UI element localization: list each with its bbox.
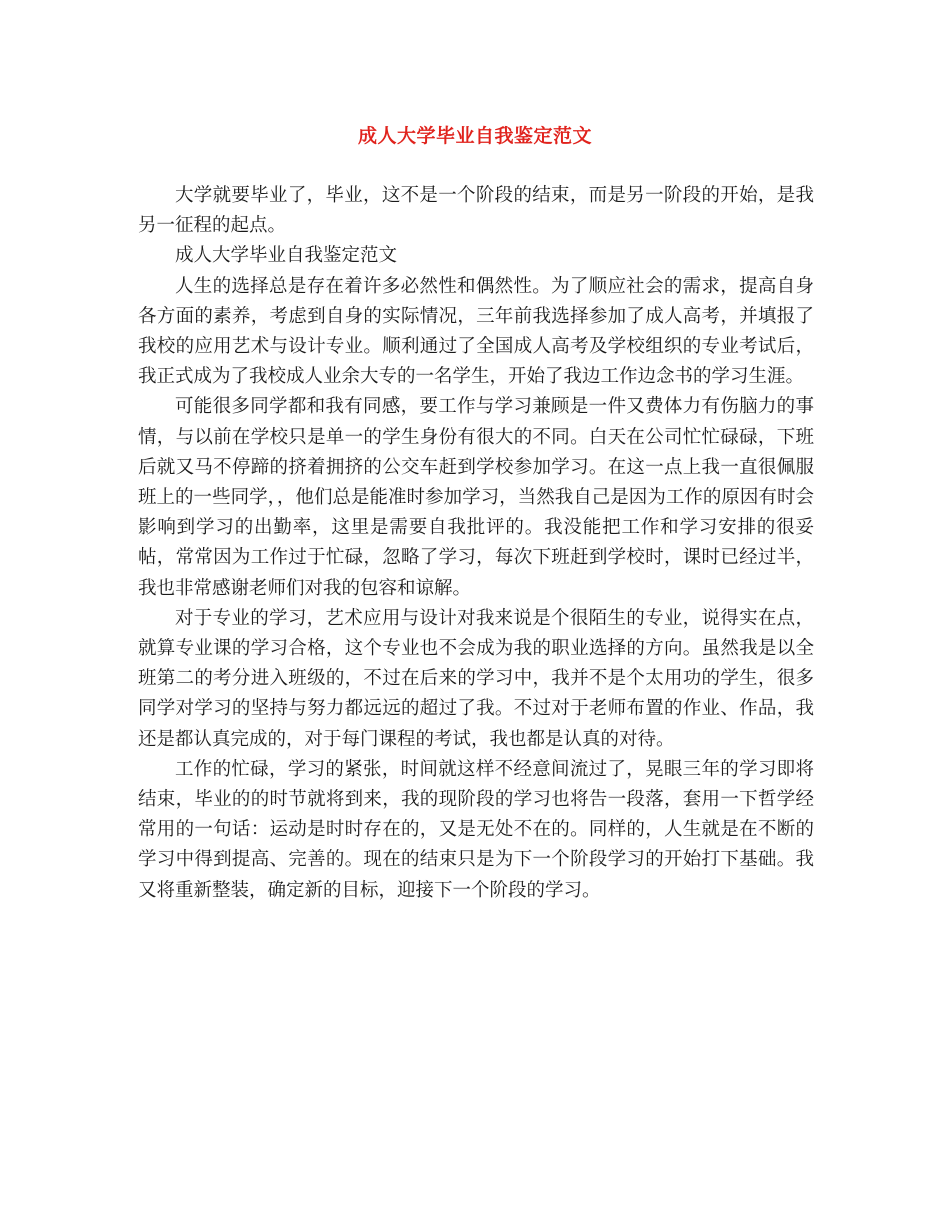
paragraph-life-choice: 人生的选择总是存在着许多必然性和偶然性。为了顺应社会的需求，提高自身各方面的素养，考虑到自身的实际情况，三年前我选择参加了成人高考，并填报了我校的应用艺术与设计专业。顺利通过了全国成人高考及学校组织的专业考试后，我正式成为了我校成人业余大专的一名学生，开始了我边工作边念书的学习生涯。 [138, 275, 814, 388]
paragraph-conclusion: 工作的忙碌，学习的紧张，时间就这样不经意间流过了，晃眼三年的学习即将结束，毕业的的时节就将到来，我的现阶段的学习也将告一段落，套用一下哲学经常用的一句话：运动是时时存在的，又是无处不在的。同样的，人生就是在不断的学习中得到提高、完善的。现在的结束只是为下一个阶段学习的开始打下基础。我又将重新整装，确定新的目标，迎接下一个阶段的学习。 [138, 758, 814, 901]
paragraph-work-study: 可能很多同学都和我有同感，要工作与学习兼顾是一件又费体力有伤脑力的事情，与以前在学校只是单一的学生身份有很大的不同。白天在公司忙忙碌碌，下班后就又马不停蹄的挤着拥挤的公交车赶到学校参加学习。在这一点上我一直很佩服班上的一些同学，，他们总是能准时参加学习，当然我自己是因为工作的原因有时会影响到学习的出勤率，这里是需要自我批评的。我没能把工作和学习安排的很妥帖，常常因为工作过于忙碌，忽略了学习，每次下班赶到学校时，课时已经过半，我也非常感谢老师们对我的包容和谅解。 [138, 396, 814, 599]
paragraph-intro: 大学就要毕业了，毕业，这不是一个阶段的结束，而是另一阶段的开始，是我另一征程的起点。 [138, 185, 814, 237]
document-title: 成人大学毕业自我鉴定范文 [357, 125, 592, 147]
paragraph-major-study: 对于专业的学习，艺术应用与设计对我来说是个很陌生的专业，说得实在点，就算专业课的学习合格，这个专业也不会成为我的职业选择的方向。虽然我是以全班第二的考分进入班级的，不过在后来的学习中，我并不是个太用功的学生，很多同学对学习的坚持与努力都远远的超过了我。不过对于老师布置的作业、作品，我还是都认真完成的，对于每门课程的考试，我也都是认真的对待。 [138, 607, 814, 750]
document-body [138, 181, 814, 906]
paragraph-subtitle: 成人大学毕业自我鉴定范文 [175, 245, 398, 267]
